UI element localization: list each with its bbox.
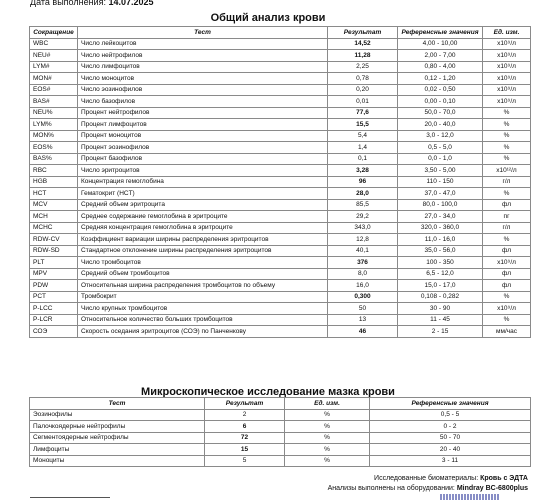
abbr-cell: BAS%	[30, 153, 78, 165]
result-cell: 15	[205, 444, 285, 456]
reference-cell: 0,80 - 4,00	[398, 61, 483, 73]
reference-cell: 2,00 - 7,00	[398, 50, 483, 62]
unit-cell: %	[483, 119, 531, 131]
test-name-cell: Процент нейтрофилов	[78, 107, 328, 119]
reference-cell: 20,0 - 40,0	[398, 119, 483, 131]
table-row	[30, 96, 531, 108]
unit-cell: %	[483, 153, 531, 165]
test-name-cell: Число крупных тромбоцитов	[78, 303, 328, 315]
abbr-cell: LYM%	[30, 119, 78, 131]
table-row	[30, 84, 531, 96]
unit-cell: %	[483, 314, 531, 326]
biomaterial-line	[374, 474, 528, 483]
abbr-cell: LYM#	[30, 61, 78, 73]
unit-cell: %	[483, 291, 531, 303]
col-unit-header: Ед. изм.	[483, 27, 531, 39]
unit-cell: %	[285, 421, 370, 433]
reference-cell: 3,0 - 12,0	[398, 130, 483, 142]
equipment-line	[328, 484, 528, 493]
result-cell: 343,0	[328, 222, 398, 234]
test-name-cell: Число базофилов	[78, 96, 328, 108]
test-name-cell: Стандартное отклонение ширины распределения эритроцитов	[78, 245, 328, 257]
reference-cell: 80,0 - 100,0	[398, 199, 483, 211]
table-row	[30, 61, 531, 73]
reference-cell: 4,00 - 10,00	[398, 38, 483, 50]
col-result-header: Результат	[328, 27, 398, 39]
table-row	[30, 199, 531, 211]
equipment-label: Анализы выполнены на оборудовании:	[327, 485, 455, 492]
reference-cell: 20 - 40	[370, 444, 531, 456]
abbr-cell: HGB	[30, 176, 78, 188]
table-row	[30, 211, 531, 223]
test-name-cell: Число эритроцитов	[78, 165, 328, 177]
test-name-cell: Средний объем тромбоцитов	[78, 268, 328, 280]
micro-col-unit-header: Ед. изм.	[285, 398, 370, 410]
unit-cell: x10⁹/л	[483, 84, 531, 96]
abbr-cell: MCV	[30, 199, 78, 211]
table-row	[30, 165, 531, 177]
abbr-cell: NEU#	[30, 50, 78, 62]
reference-cell: 0,12 - 1,20	[398, 73, 483, 85]
reference-cell: 0,5 - 5	[370, 409, 531, 421]
abbr-cell: HCT	[30, 188, 78, 200]
result-cell: 0,78	[328, 73, 398, 85]
abbr-cell: P-LCC	[30, 303, 78, 315]
abbr-cell: MPV	[30, 268, 78, 280]
abbr-cell: MON%	[30, 130, 78, 142]
unit-cell: %	[483, 107, 531, 119]
test-name-cell: Концентрация гемоглобина	[78, 176, 328, 188]
result-cell: 1,4	[328, 142, 398, 154]
unit-cell: г/л	[483, 222, 531, 234]
abbr-cell: P-LCR	[30, 314, 78, 326]
unit-cell: %	[483, 234, 531, 246]
result-cell: 5	[205, 455, 285, 467]
test-name-cell: Средний объем эритроцита	[78, 199, 328, 211]
unit-cell: x10⁹/л	[483, 96, 531, 108]
lab-logo-fragment	[440, 494, 500, 500]
cbc-results-table	[29, 26, 531, 338]
result-cell: 40,1	[328, 245, 398, 257]
reference-cell: 50,0 - 70,0	[398, 107, 483, 119]
micro-col-ref-header: Референсные значения	[370, 398, 531, 410]
unit-cell: пг	[483, 211, 531, 223]
execution-date-value: 14.07.2025	[108, 0, 154, 7]
reference-cell: 11 - 45	[398, 314, 483, 326]
reference-cell: 0,5 - 5,0	[398, 142, 483, 154]
abbr-cell: RBC	[30, 165, 78, 177]
reference-cell: 320,0 - 360,0	[398, 222, 483, 234]
reference-cell: 3 - 11	[370, 455, 531, 467]
reference-cell: 27,0 - 34,0	[398, 211, 483, 223]
table-row	[30, 303, 531, 315]
table-row	[30, 291, 531, 303]
unit-cell: г/л	[483, 176, 531, 188]
test-name-cell: Число нейтрофилов	[78, 50, 328, 62]
table-row	[30, 142, 531, 154]
test-name-cell: Гематокрит (HCT)	[78, 188, 328, 200]
unit-cell: x10⁹/л	[483, 303, 531, 315]
abbr-cell: PCT	[30, 291, 78, 303]
result-cell: 5,4	[328, 130, 398, 142]
result-cell: 77,6	[328, 107, 398, 119]
equipment-value: Mindray BC-6800plus	[456, 485, 528, 492]
table-row	[30, 257, 531, 269]
abbr-cell: MON#	[30, 73, 78, 85]
result-cell: 72	[205, 432, 285, 444]
result-cell: 46	[328, 326, 398, 338]
abbr-cell: MCH	[30, 211, 78, 223]
table-row	[30, 188, 531, 200]
unit-cell: мм/час	[483, 326, 531, 338]
table-row	[30, 280, 531, 292]
result-cell: 8,0	[328, 268, 398, 280]
test-name-cell: Лимфоциты	[30, 444, 205, 456]
abbr-cell: RDW-SD	[30, 245, 78, 257]
reference-cell: 50 - 70	[370, 432, 531, 444]
table-row	[30, 50, 531, 62]
result-cell: 16,0	[328, 280, 398, 292]
reference-cell: 110 - 150	[398, 176, 483, 188]
table-row	[30, 268, 531, 280]
table-row	[30, 314, 531, 326]
footer-divider	[30, 497, 110, 501]
table-row	[30, 455, 531, 467]
reference-cell: 0,00 - 0,10	[398, 96, 483, 108]
test-name-cell: Сегментоядерные нейтрофилы	[30, 432, 205, 444]
result-cell: 13	[328, 314, 398, 326]
result-cell: 50	[328, 303, 398, 315]
abbr-cell: СОЭ	[30, 326, 78, 338]
test-name-cell: Эозинофилы	[30, 409, 205, 421]
table-row	[30, 222, 531, 234]
test-name-cell: Число лейкоцитов	[78, 38, 328, 50]
table-row	[30, 432, 531, 444]
micro-col-result-header: Результат	[205, 398, 285, 410]
reference-cell: 0,0 - 1,0	[398, 153, 483, 165]
reference-cell: 30 - 90	[398, 303, 483, 315]
reference-cell: 6,5 - 12,0	[398, 268, 483, 280]
table-row	[30, 119, 531, 131]
reference-cell: 11,0 - 16,0	[398, 234, 483, 246]
result-cell: 12,8	[328, 234, 398, 246]
micro-header-row	[30, 398, 531, 410]
table-row	[30, 38, 531, 50]
test-name-cell: Процент базофилов	[78, 153, 328, 165]
test-name-cell: Число лимфоцитов	[78, 61, 328, 73]
abbr-cell: EOS%	[30, 142, 78, 154]
reference-cell: 0,02 - 0,50	[398, 84, 483, 96]
unit-cell: фл	[483, 199, 531, 211]
table-row	[30, 444, 531, 456]
col-ref-header: Референсные значения	[398, 27, 483, 39]
test-name-cell: Скорость оседания эритроцитов (СОЭ) по Панченкову	[78, 326, 328, 338]
result-cell: 376	[328, 257, 398, 269]
unit-cell: фл	[483, 245, 531, 257]
micro-title: Микроскопическое исследование мазка крови	[141, 386, 395, 398]
abbr-cell: PDW	[30, 280, 78, 292]
result-cell: 15,5	[328, 119, 398, 131]
execution-date	[30, 0, 154, 8]
table-row	[30, 130, 531, 142]
unit-cell: %	[483, 142, 531, 154]
test-name-cell: Коэффициент вариации ширины распределения эритроцитов	[78, 234, 328, 246]
result-cell: 28,0	[328, 188, 398, 200]
test-name-cell: Палочкоядерные нейтрофилы	[30, 421, 205, 433]
table-row	[30, 245, 531, 257]
abbr-cell: RDW-CV	[30, 234, 78, 246]
test-name-cell: Относительное количество больших тромбоцитов	[78, 314, 328, 326]
unit-cell: %	[285, 432, 370, 444]
table-row	[30, 176, 531, 188]
report-title: Общий анализ крови	[210, 12, 326, 24]
test-name-cell: Относительная ширина распределения тромбоцитов по объему	[78, 280, 328, 292]
test-name-cell: Тромбокрит	[78, 291, 328, 303]
unit-cell: %	[285, 455, 370, 467]
unit-cell: %	[285, 444, 370, 456]
micro-col-test-header: Тест	[30, 398, 205, 410]
test-name-cell: Процент моноцитов	[78, 130, 328, 142]
result-cell: 11,28	[328, 50, 398, 62]
test-name-cell: Число моноцитов	[78, 73, 328, 85]
test-name-cell: Процент лимфоцитов	[78, 119, 328, 131]
result-cell: 0,01	[328, 96, 398, 108]
col-test-header: Тест	[78, 27, 328, 39]
reference-cell: 37,0 - 47,0	[398, 188, 483, 200]
test-name-cell: Число тромбоцитов	[78, 257, 328, 269]
result-cell: 29,2	[328, 211, 398, 223]
test-name-cell: Число эозинофилов	[78, 84, 328, 96]
result-cell: 6	[205, 421, 285, 433]
reference-cell: 15,0 - 17,0	[398, 280, 483, 292]
abbr-cell: NEU%	[30, 107, 78, 119]
abbr-cell: BAS#	[30, 96, 78, 108]
reference-cell: 2 - 15	[398, 326, 483, 338]
test-name-cell: Моноциты	[30, 455, 205, 467]
abbr-cell: MCHC	[30, 222, 78, 234]
test-name-cell: Средняя концентрация гемоглобина в эритроците	[78, 222, 328, 234]
result-cell: 0,20	[328, 84, 398, 96]
reference-cell: 0,108 - 0,282	[398, 291, 483, 303]
table-row	[30, 409, 531, 421]
result-cell: 2,25	[328, 61, 398, 73]
result-cell: 85,5	[328, 199, 398, 211]
table-row	[30, 421, 531, 433]
unit-cell: фл	[483, 280, 531, 292]
result-cell: 2	[205, 409, 285, 421]
biomaterial-label: Исследованные биоматериалы:	[374, 475, 479, 482]
reference-cell: 35,0 - 56,0	[398, 245, 483, 257]
table-row	[30, 326, 531, 338]
test-name-cell: Процент эозинофилов	[78, 142, 328, 154]
unit-cell: x10⁹/л	[483, 73, 531, 85]
unit-cell: x10⁹/л	[483, 61, 531, 73]
result-cell: 0,300	[328, 291, 398, 303]
reference-cell: 100 - 350	[398, 257, 483, 269]
abbr-cell: EOS#	[30, 84, 78, 96]
unit-cell: x10⁹/л	[483, 50, 531, 62]
col-abbr-header: Сокращение	[30, 27, 78, 39]
table-row	[30, 153, 531, 165]
result-cell: 3,28	[328, 165, 398, 177]
unit-cell: x10¹²/л	[483, 165, 531, 177]
result-cell: 96	[328, 176, 398, 188]
reference-cell: 0 - 2	[370, 421, 531, 433]
unit-cell: %	[483, 188, 531, 200]
biomaterial-value: Кровь с ЭДТА	[480, 475, 528, 482]
unit-cell: %	[483, 130, 531, 142]
cbc-header-row	[30, 27, 531, 39]
result-cell: 0,1	[328, 153, 398, 165]
reference-cell: 3,50 - 5,00	[398, 165, 483, 177]
abbr-cell: WBC	[30, 38, 78, 50]
result-cell: 14,52	[328, 38, 398, 50]
test-name-cell: Среднее содержание гемоглобина в эритроците	[78, 211, 328, 223]
micro-results-table	[29, 397, 531, 467]
unit-cell: x10⁹/л	[483, 38, 531, 50]
table-row	[30, 107, 531, 119]
unit-cell: x10⁹/л	[483, 257, 531, 269]
table-row	[30, 234, 531, 246]
unit-cell: фл	[483, 268, 531, 280]
table-row	[30, 73, 531, 85]
execution-date-label: Дата выполнения:	[30, 0, 106, 7]
abbr-cell: PLT	[30, 257, 78, 269]
unit-cell: %	[285, 409, 370, 421]
